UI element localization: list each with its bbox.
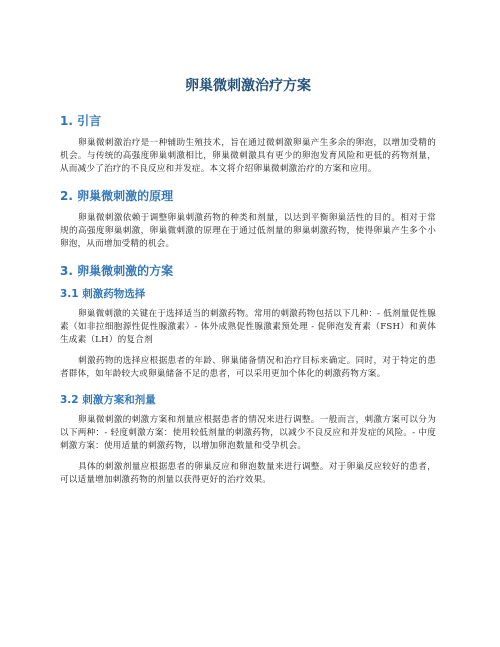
paragraph-protocol-types: 卵巢微刺激的刺激方案和剂量应根据患者的情况来进行调整。一般而言，刺激方案可以分为以下两种：- 轻度刺激方案：使用较低剂量的刺激药物，以减少不良反应和并发症的风险。- 中度刺激方案：使用适量的刺激药物，以增加卵泡数量和受孕机会。 — [60, 415, 436, 451]
paragraph-introduction: 卵巢微刺激治疗是一种辅助生殖技术，旨在通过微刺激卵巢产生多余的卵泡，以增加受精的机会。与传统的高强度卵巢刺激相比，卵巢微刺激具有更少的卵泡发育风险和更低的药物剂量，从而减少了治疗的不良反应和并发症。本文将介绍卵巢微刺激治疗的方案和应用。 — [60, 138, 436, 174]
section-heading-principle: 2. 卵巢微刺激的原理 — [60, 189, 174, 203]
paragraph-dosage-adjustment: 具体的刺激剂量应根据患者的卵巢反应和卵泡数量来进行调整。对于卵巢反应较好的患者，可以适量增加刺激药物的剂量以获得更好的治疗效果。 — [60, 462, 436, 485]
subsection-heading-drug-selection: 3.1 刺激药物选择 — [60, 288, 146, 300]
paragraph-drug-list: 卵巢微刺激的关键在于选择适当的刺激药物。常用的刺激药物包括以下几种：- 低剂量促性腺素（如非拉细胞源性促性腺激素）- 体外成熟促性腺激素预处理 - 促卵泡发育素（FSH）和黄体生成素（LH）的复合剂 — [60, 309, 436, 345]
section-heading-introduction: 1. 引言 — [60, 114, 102, 128]
subsection-heading-protocol-dosage: 3.2 刺激方案和剂量 — [60, 394, 156, 406]
paragraph-principle: 卵巢微刺激依赖于调整卵巢刺激药物的种类和剂量，以达到平衡卵巢活性的目的。相对于常规的高强度卵巢刺激，卵巢微刺激的原理在于通过低剂量的卵巢刺激药物，使得卵巢产生多个小卵泡，从而增加受精的机会。 — [60, 213, 436, 249]
paragraph-drug-selection-criteria: 刺激药物的选择应根据患者的年龄、卵巢储备情况和治疗目标来确定。同时，对于特定的患者群体，如年龄较大或卵巢储备不足的患者，可以采用更加个体化的刺激药物方案。 — [60, 356, 436, 379]
section-heading-protocol: 3. 卵巢微刺激的方案 — [60, 264, 174, 278]
document-title: 卵巢微刺激治疗方案 — [185, 78, 311, 94]
document-page — [60, 76, 436, 499]
